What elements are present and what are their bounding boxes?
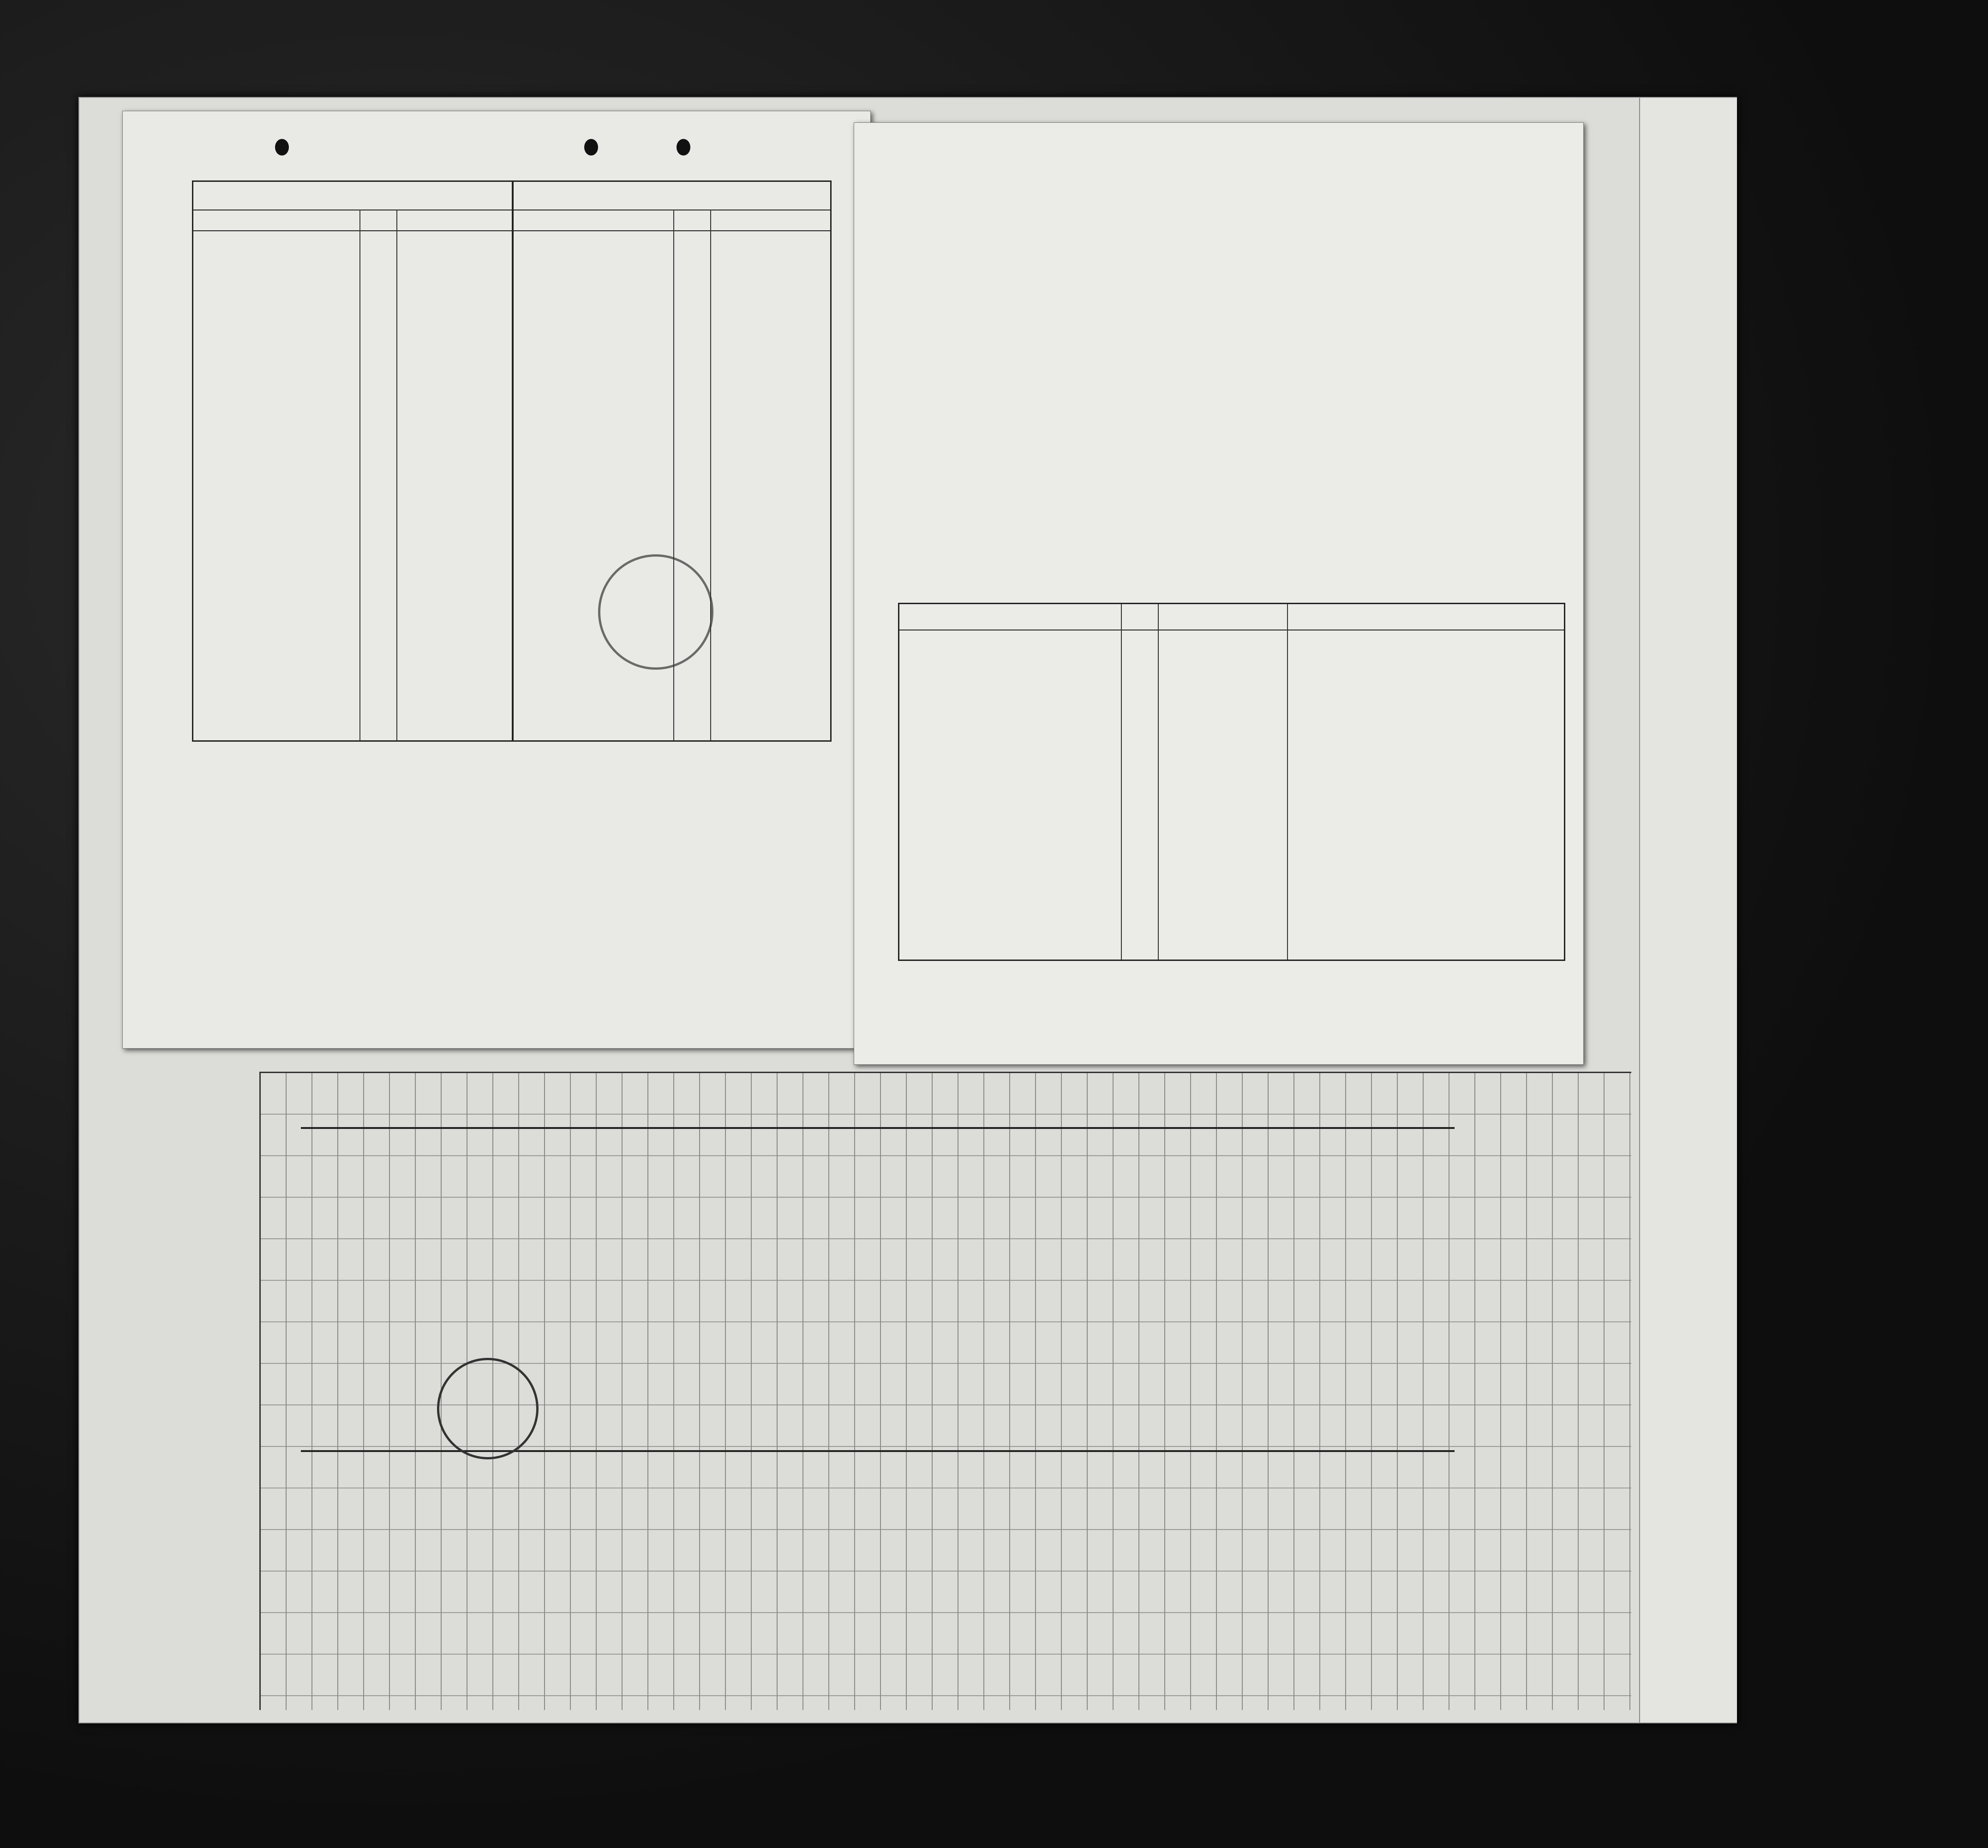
signed-on-table (192, 180, 832, 742)
chief-clerk-stamp (598, 554, 713, 670)
signed-on-sheet (122, 111, 871, 1049)
manifest-bracket-line (301, 1127, 1455, 1129)
manifest-title-strip (1639, 98, 1737, 1722)
punch-hole (275, 139, 289, 156)
consulate-stamp (437, 1358, 539, 1459)
deserting-table (898, 603, 1565, 961)
punch-hole (584, 139, 598, 156)
statement-sheet (854, 122, 1584, 1065)
punch-hole (677, 139, 690, 156)
